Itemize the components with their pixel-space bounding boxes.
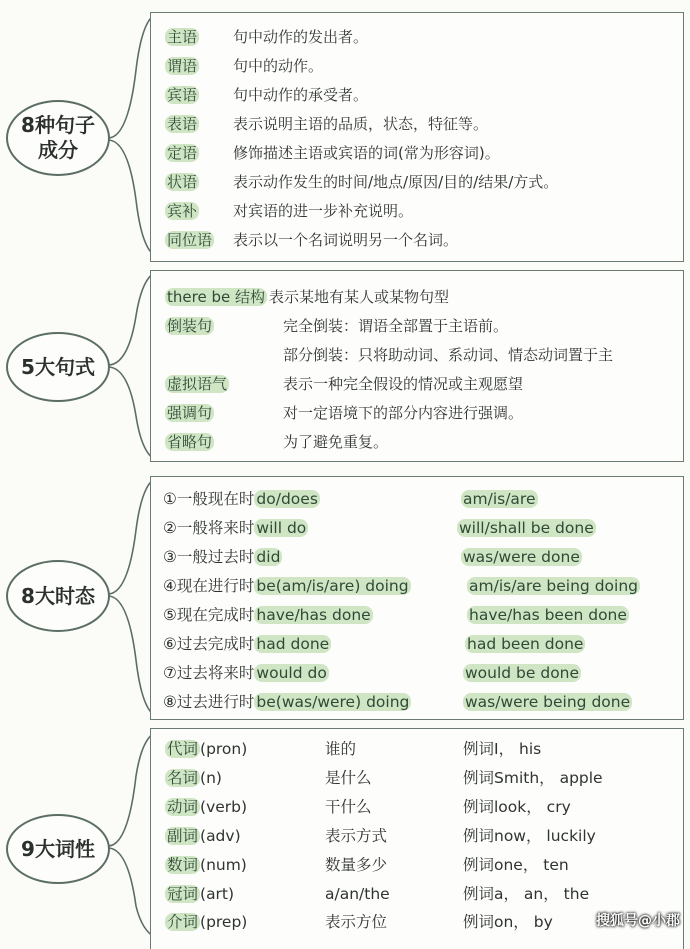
section-title: 9大词性 <box>21 836 95 861</box>
section-title-line: 成分 <box>37 138 78 162</box>
tense-row <box>163 692 411 712</box>
term-label: 同位语 <box>167 231 213 249</box>
section-title-oval <box>6 814 110 884</box>
tense-number: ① <box>163 490 177 508</box>
tense-number: ④ <box>163 577 177 595</box>
pos-example: 例词I， his <box>463 740 542 758</box>
list-item <box>165 114 199 134</box>
tense-number: ③ <box>163 548 177 566</box>
term-description: 句中的动作。 <box>233 57 324 75</box>
pos-term: 副词 <box>167 827 199 845</box>
tense-number: ⑤ <box>163 606 177 624</box>
tense-name: 过去将来时 <box>176 664 255 682</box>
tense-number: ⑦ <box>163 664 177 682</box>
pos-meaning: 表示方式 <box>325 827 388 845</box>
tense-active-form: be(was/were) doing <box>256 693 410 711</box>
pos-row <box>165 884 234 904</box>
tense-name: 现在进行时 <box>176 577 255 595</box>
tense-name: 现在完成时 <box>176 606 255 624</box>
pos-example: 例词now， luckily <box>463 827 596 845</box>
list-item <box>165 201 199 221</box>
section-content-box <box>150 270 684 462</box>
tense-row <box>163 634 331 654</box>
pos-example: 例词a， an， the <box>463 885 590 903</box>
tense-active-form: have/has done <box>256 606 371 624</box>
term-description: 修饰描述主语或宾语的词(常为形容词)。 <box>233 144 500 162</box>
term-description: 为了避免重复。 <box>283 433 389 451</box>
term-description: 表示以一个名词说明另一个名词。 <box>233 231 459 249</box>
tense-name: 一般现在时 <box>176 490 255 508</box>
term-label: 主语 <box>167 28 198 46</box>
tense-row <box>163 489 320 509</box>
tense-passive-form: had been done <box>467 635 584 653</box>
tense-row <box>163 547 282 567</box>
tense-passive-form: will/shall be done <box>459 519 594 537</box>
pos-meaning: 干什么 <box>325 798 372 816</box>
term-label: 虚拟语气 <box>167 375 228 393</box>
list-item <box>165 374 229 394</box>
list-item <box>165 85 199 105</box>
pos-abbr: (n) <box>200 769 222 787</box>
term-label: 状语 <box>167 173 198 191</box>
pos-example: 例词one， ten <box>463 856 569 874</box>
pos-term: 介词 <box>167 913 199 931</box>
section-parts-of-speech <box>0 726 690 934</box>
pos-row <box>165 768 222 788</box>
tense-number: ② <box>163 519 177 537</box>
tense-row <box>163 518 308 538</box>
pos-example: 例词Smith， apple <box>463 769 603 787</box>
list-item <box>165 27 199 47</box>
section-title-oval <box>6 560 110 632</box>
pos-abbr: (adv) <box>200 827 241 845</box>
pos-abbr: (verb) <box>200 798 248 816</box>
tense-active-form: did <box>256 548 281 566</box>
term-label: 省略句 <box>167 433 213 451</box>
list-item <box>165 172 199 192</box>
term-label: 定语 <box>167 144 198 162</box>
term-label: there be 结构 <box>167 288 265 306</box>
term-label: 倒装句 <box>167 317 213 335</box>
tense-active-form: do/does <box>256 490 318 508</box>
term-description: 对宾语的进一步补充说明。 <box>233 202 414 220</box>
pos-row <box>165 739 247 759</box>
pos-meaning: a/an/the <box>325 885 390 903</box>
list-item <box>165 403 214 423</box>
pos-row <box>165 912 247 932</box>
tense-passive-form: am/is/are being doing <box>469 577 638 595</box>
pos-term: 冠词 <box>167 885 199 903</box>
pos-row <box>165 797 247 817</box>
pos-meaning: 数量多少 <box>325 856 388 874</box>
tense-active-form: be(am/is/are) doing <box>256 577 409 595</box>
term-description: 表示说明主语的品质，状态，特征等。 <box>233 115 489 133</box>
list-item <box>165 56 199 76</box>
term-description: 句中动作的发出者。 <box>233 28 369 46</box>
pos-term: 名词 <box>167 769 199 787</box>
list-item <box>165 432 214 452</box>
pos-abbr: (num) <box>200 856 247 874</box>
tense-name: 一般将来时 <box>176 519 255 537</box>
pos-term: 数词 <box>167 856 199 874</box>
section-title-oval <box>6 332 110 402</box>
tense-name: 过去进行时 <box>176 693 255 711</box>
tense-row <box>163 576 411 596</box>
tense-row <box>163 663 329 683</box>
pos-meaning: 谁的 <box>325 740 357 758</box>
list-item <box>165 287 267 307</box>
section-title: 8大时态 <box>21 583 95 608</box>
list-item <box>165 143 199 163</box>
section-content-box <box>150 12 684 262</box>
pos-meaning: 是什么 <box>325 769 372 787</box>
pos-example: 例词on， by <box>463 913 553 931</box>
pos-abbr: (pron) <box>200 740 248 758</box>
term-description: 部分倒装：只将助动词、系动词、情态动词置于主 <box>283 346 614 364</box>
tense-active-form: will do <box>256 519 307 537</box>
term-label: 表语 <box>167 115 198 133</box>
list-item <box>165 230 214 250</box>
pos-abbr: (prep) <box>200 913 248 931</box>
pos-meaning: 表示方位 <box>325 913 388 931</box>
section-tenses <box>0 470 690 724</box>
term-label: 宾补 <box>167 202 198 220</box>
term-description: 句中动作的承受者。 <box>233 86 369 104</box>
tense-passive-form: was/were being done <box>465 693 631 711</box>
term-description: 表示一种完全假设的情况或主观愿望 <box>283 375 524 393</box>
tense-active-form: would do <box>256 664 327 682</box>
pos-row <box>165 855 247 875</box>
tense-number: ⑧ <box>163 693 177 711</box>
tense-number: ⑥ <box>163 635 177 653</box>
section-title-line: 8种句子 <box>21 113 95 137</box>
term-description: 对一定语境下的部分内容进行强调。 <box>283 404 524 422</box>
section-title-oval <box>6 100 110 176</box>
tense-name: 一般过去时 <box>176 548 255 566</box>
tense-name: 过去完成时 <box>176 635 255 653</box>
pos-row <box>165 826 241 846</box>
section-content-box <box>150 476 684 720</box>
tense-passive-form: have/has been done <box>469 606 627 624</box>
section-sentence-elements <box>0 0 690 266</box>
term-description: 表示某地有某人或某物句型 <box>269 288 450 306</box>
pos-example: 例词look， cry <box>463 798 571 816</box>
tense-passive-form: am/is/are <box>463 490 536 508</box>
term-label: 宾语 <box>167 86 198 104</box>
term-description: 表示动作发生的时间/地点/原因/目的/结果/方式。 <box>233 173 559 191</box>
watermark: 搜狐号@小郡 <box>596 913 680 929</box>
term-description: 完全倒装：谓语全部置于主语前。 <box>283 317 509 335</box>
pos-term: 动词 <box>167 798 199 816</box>
pos-term: 代词 <box>167 740 199 758</box>
list-item <box>165 316 214 336</box>
term-label: 强调句 <box>167 404 213 422</box>
tense-row <box>163 605 373 625</box>
section-sentence-patterns <box>0 266 690 466</box>
tense-active-form: had done <box>256 635 330 653</box>
pos-abbr: (art) <box>200 885 235 903</box>
tense-passive-form: was/were done <box>463 548 580 566</box>
section-title: 5大句式 <box>21 354 95 379</box>
tense-passive-form: would be done <box>465 664 580 682</box>
term-label: 谓语 <box>167 57 198 75</box>
